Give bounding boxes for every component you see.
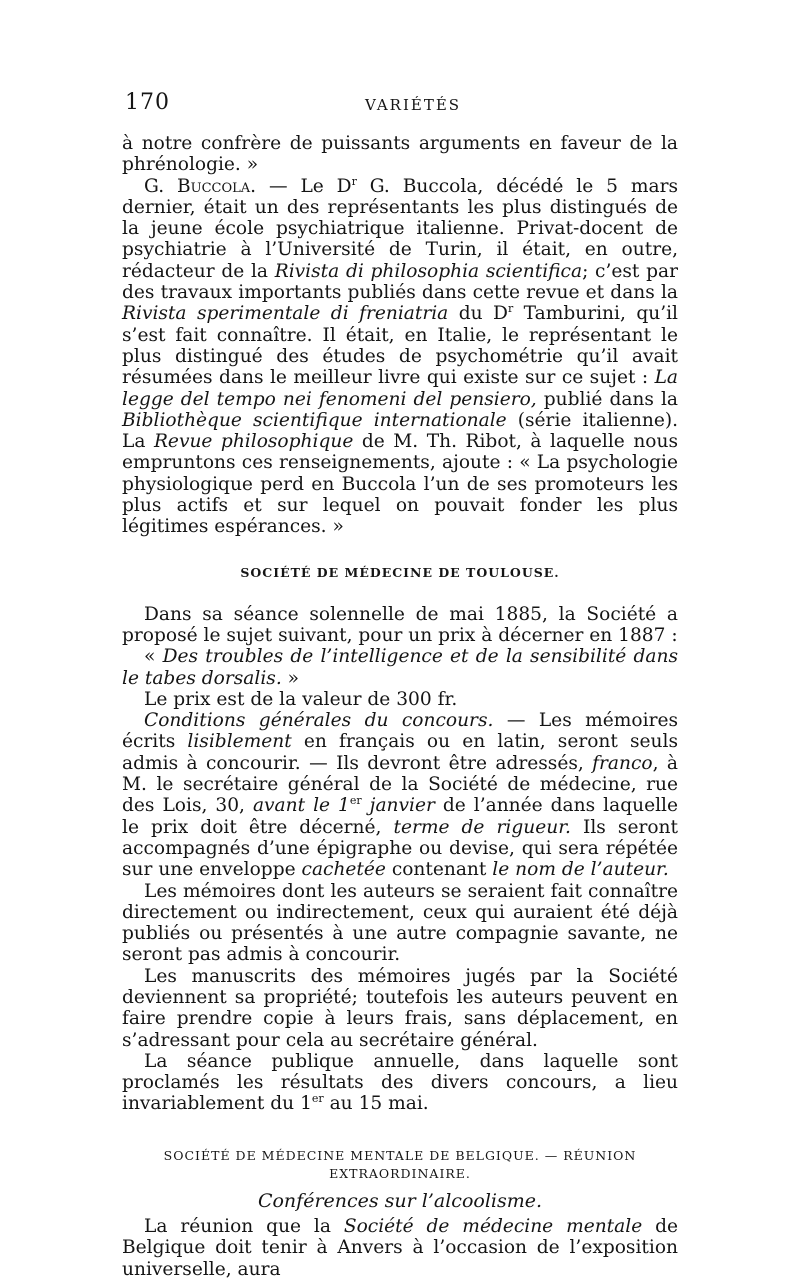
text-run: de M. Th. Ribot, à laquelle nous empruntons ces renseignements, ajoute : « La psychologie physiologique perd en Buccola l’un de ses promoteurs les plus actifs et sur lequel on pouvait fonder les plus légitimes espérances. »	[122, 431, 679, 538]
paragraph-reunion	[122, 1216, 678, 1280]
text-run: La réunion que la	[144, 1216, 344, 1238]
italic-title: Bibliothèque scientifique internationale	[122, 409, 507, 431]
paragraph-conditions	[122, 710, 678, 880]
text-run: — Les mémoires écrits	[122, 710, 678, 753]
text-run: «	[144, 646, 163, 668]
italic-title: La legge del tempo nei fenomeni del pensiero,	[122, 367, 678, 410]
text-run: Tamburini, qu’il s’est fait connaître. Il était, en Italie, le représentant le plus distingué des études de psychométrie qu’il avait résumées dans le meilleur livre qui existe sur ce sujet :	[122, 303, 679, 389]
italic-title: Rivista sperimentale di freniatria	[122, 303, 449, 325]
italic-text: avant le 1	[252, 795, 350, 817]
text-run: en français ou en latin, seront seuls admis à concourir. — Ils devront être adressés,	[122, 731, 678, 774]
text-run: — Le D	[256, 175, 352, 197]
person-name: G. Buccola.	[144, 175, 257, 197]
section-title-belgique: SOCIÉTÉ DE MÉDECINE MENTALE DE BELGIQUE. — RÉUNION EXTRAORDINAIRE.	[163, 1147, 637, 1181]
italic-text: cachetée	[301, 859, 386, 881]
paragraph-memoires: Les mémoires dont les auteurs se seraient fait connaître directement ou indirectement, ceux qui auraient été déjà publiés ou présentés à une autre compagnie savante, ne seront pas admis à concourir.	[122, 880, 678, 966]
text-run: »	[281, 667, 300, 689]
italic-text: Société de médecine mentale	[343, 1216, 643, 1238]
text-run: au 15 mai.	[323, 1093, 429, 1115]
italic-text: terme de rigueur.	[393, 816, 571, 838]
running-title: VARIÉTÉS	[365, 96, 462, 114]
italic-title: Rivista di philosophia scientifica	[274, 260, 583, 282]
text-run: de l’année dans laquelle le prix doit être décerné,	[122, 795, 678, 838]
text-run: , à M. le secrétaire général de la Société de médecine, rue des Lois, 30,	[122, 752, 678, 817]
text-run: du D	[448, 303, 508, 325]
text-run: ; c’est par des travaux importants publiés dans cette revue et dans la	[122, 260, 678, 304]
text-run: La séance publique annuelle, dans laquelle sont proclamés les résultats des divers concours, a lieu invariablement du 1	[122, 1050, 678, 1115]
superscript: r	[507, 302, 514, 316]
text-run: contenant	[385, 859, 493, 881]
section-title-toulouse: SOCIÉTÉ DE MÉDECINE DE TOULOUSE.	[240, 564, 560, 580]
paragraph-prix: Le prix est de la valeur de 300 fr.	[144, 688, 458, 710]
text-run: publié dans la	[536, 388, 678, 410]
italic-text: janvier	[361, 795, 435, 817]
superscript: er	[349, 794, 362, 808]
italic-text: lisiblement	[187, 731, 292, 753]
italic-title: Revue philosophique	[153, 431, 354, 453]
text-run: Ils seront accompagnés d’une épigraphe ou devise, qui sera répétée sur une enveloppe	[122, 816, 678, 881]
page-number: 170	[125, 90, 170, 115]
page-body	[122, 133, 678, 1280]
superscript: r	[351, 174, 357, 188]
paragraph-buccola	[122, 176, 678, 538]
italic-text: le nom de l’auteur.	[492, 859, 669, 881]
italic-subject: Des troubles de l’intelligence et de la sensibilité dans le tabes dorsalis.	[122, 646, 678, 689]
text-run: de Belgique doit tenir à Anvers à l’occasion de l’exposition universelle, aura	[122, 1216, 678, 1280]
subsection-title-alcoolisme: Conférences sur l’alcoolisme.	[257, 1189, 543, 1212]
italic-text: franco	[592, 752, 653, 774]
paragraph-seance: Dans sa séance solennelle de mai 1885, la Société a proposé le sujet suivant, pour un prix à décerner en 1887 :	[122, 603, 678, 646]
paragraph-phrenologie: à notre confrère de puissants arguments en faveur de la phrénologie. »	[122, 133, 678, 176]
text-run: G. Buccola, décédé le 5 mars dernier, était un des représentants les plus distingués de la jeune école psychiatrique italienne. Privat-docent de psychiatrie à l’Université de Turin, il était, en outre, rédacteur de la	[122, 175, 678, 282]
paragraph-manuscrits: Les manuscrits des mémoires jugés par la Société deviennent sa propriété; toutefois les auteurs peuvent en faire prendre copie à leurs frais, sans déplacement, en s’adressant pour cela au secrétaire général.	[122, 965, 678, 1051]
paragraph-sujet	[122, 646, 678, 689]
italic-heading: Conditions générales du concours.	[144, 710, 494, 732]
paragraph-seance-publique	[122, 1051, 678, 1115]
superscript: er	[311, 1092, 324, 1106]
text-run: (série italienne). La	[122, 409, 679, 453]
page-header	[125, 90, 675, 120]
